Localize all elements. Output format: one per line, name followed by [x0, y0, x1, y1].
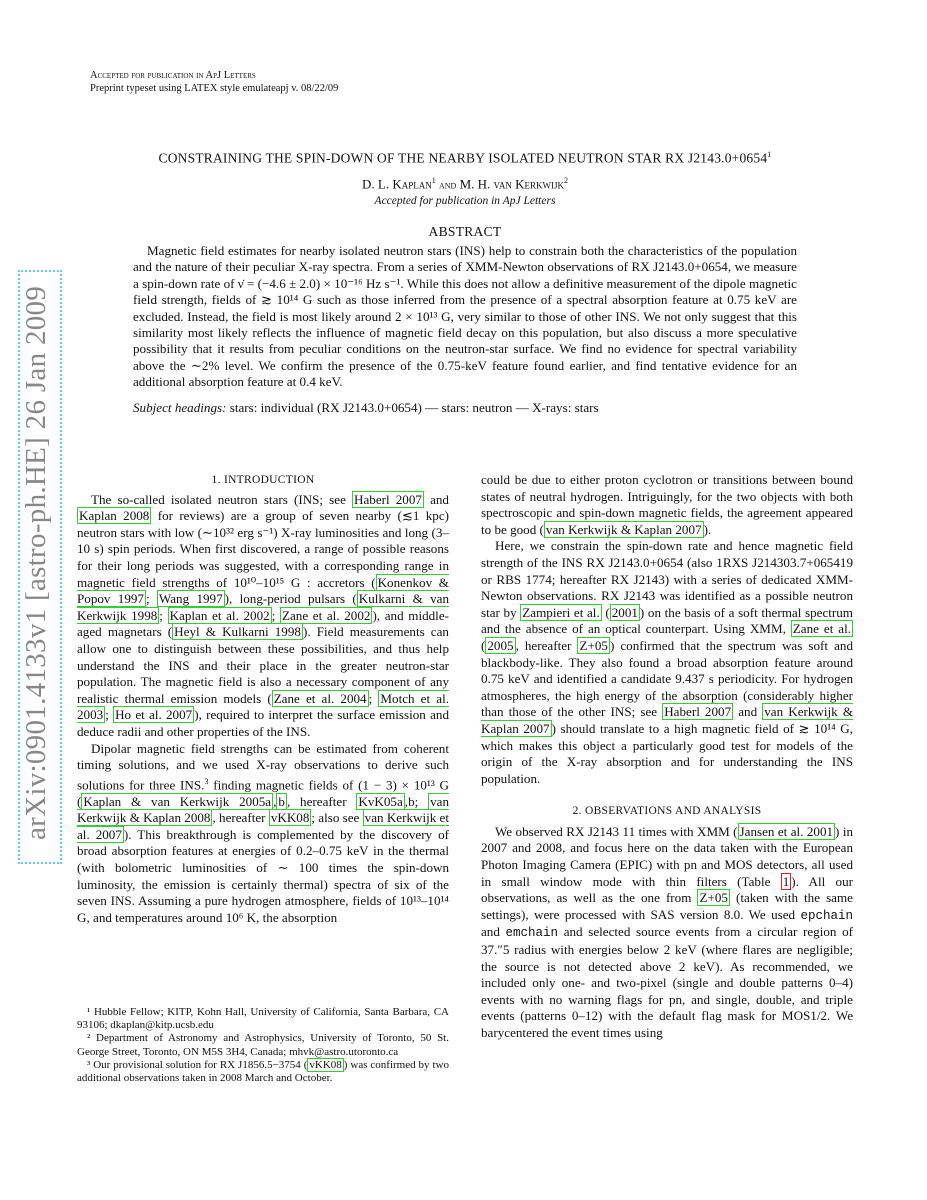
citation-link[interactable]: Zampieri et al. [522, 604, 600, 620]
citation-link[interactable]: Kaplan 2008 [79, 508, 150, 524]
citation-link[interactable]: Konenkov & Popov 1997 [77, 574, 449, 607]
author-line: D. L. Kaplan$^1$ and M. H. van Kerkwijk$^2$ [362, 175, 568, 191]
footnotes [77, 1006, 449, 1085]
journal-status: Accepted for publication in ApJ Letters [90, 70, 256, 81]
citation-link[interactable]: vKK08 [309, 1058, 342, 1071]
footnote-mark[interactable]: 3 [204, 776, 209, 786]
author-kaplan: D. L. Kaplan [362, 175, 432, 191]
table-reference-link[interactable]: 1 [782, 873, 790, 889]
section-heading-observations: 2. OBSERVATIONS AND ANALYSIS [572, 805, 762, 818]
citation-link[interactable]: Z+05 [699, 890, 728, 906]
author-van-kerkwijk: M. H. van Kerkwijk [459, 175, 564, 191]
software-name: epchain [800, 908, 853, 923]
subject-headings: Subject headings: stars: individual (RX J2143.0+0654) — stars: neutron — X-rays: stars [133, 399, 599, 415]
citation-link[interactable]: Motch et al. 2003 [77, 690, 449, 723]
citation-link[interactable]: Zane et al. 2004 [273, 690, 367, 706]
citation-link[interactable]: Zane et al. [792, 621, 851, 637]
citation-link[interactable]: van Kerkwijk & Kaplan 2007 [481, 704, 854, 736]
software-name: emchain [505, 926, 559, 941]
intro-paragraph-1: The so-called isolated neutron stars (INS; see Haberl 2007 and Kaplan 2008 for reviews) are a group of seven nearby (≲1 kpc) neutron stars with low (∼10³² erg s⁻¹) X-ray luminosities and long (3–10 s) spin periods. When first discovered, a range of possible reasons for their long periods was suggested, with a corresponding range in magnetic field strengths of 10¹⁰–10¹⁵ G : accretors ( Konenkov & Popov 1997 ; Wang 1997 ), long-period pulsars ( Kulkarni & van Kerkwijk 1998 ; Kaplan et al. 2002 ; Zane et al. 2002 ), and middle-aged magnetars ( Heyl & Kulkarni 1998 ). Field measurements can allow one to distinguish between these possibilities, and thus help understand the INS and their place in the greater neutron-star population. The magnetic field is also a necessary component of any realistic thermal emission models ( Zane et al. 2004 ; Motch et al. 2003 ; Ho et al. 2007 ), required to interpret the surface emission and deduce radii and other properties of the INS. [77, 491, 449, 739]
citation-link[interactable]: van Kerkwijk & Kaplan 2007 [545, 521, 702, 537]
footnote-2: ² Department of Astronomy and Astrophysics, University of Toronto, 50 St. George Street, Toronto, ON M5S 3H4, Canada; mhvk@astro.utoronto.ca [77, 1032, 449, 1058]
right-paragraph-continued: could be due to either proton cyclotron or transitions between bound states of neutral hydrogen. Intriguingly, for the two objects with both spectroscopic and spin-down magnetic fields, the agreement appeared to be good ( van Kerkwijk & Kaplan 2007 ). [481, 472, 853, 537]
paper-title: CONSTRAINING THE SPIN-DOWN OF THE NEARBY ISOLATED NEUTRON STAR RX $J2143.0+0654^1$ [158, 150, 772, 166]
preprint-note: Preprint typeset using LATEX style emulateapj v. 08/22/09 [90, 83, 339, 94]
citation-link[interactable]: Haberl 2007 [664, 704, 732, 720]
citation-link[interactable]: Kaplan et al. 2002 [169, 607, 270, 623]
citation-link[interactable]: Haberl 2007 [354, 491, 422, 507]
citation-link[interactable]: Kulkarni & van Kerkwijk 1998 [77, 591, 449, 623]
observations-paragraph: We observed RX J2143 11 times with XMM ( Jansen et al. 2001 ) in 2007 and 2008, and focus here on the data taken with the European Photon Imaging Camera (EPIC) with pn and MOS detectors, all used in small window mode with thin filters (Table 1 ). All our observations, as well as the one from Z+05 (taken with the same settings), were processed with SAS version 8.0. We used epchain and emchain and selected source events from a circular region of 37.″5 radius with energies below 2 keV (where flares are negligible; the source is not detected above 2 keV). As recommended, we included only one- and two-pixel (single and double patterns 0–4) events with no warning flags for pn, and single, double, and triple events (patterns 0–12) with the default flag mask for MOS1/2. We barycentered the event times using [481, 823, 854, 1040]
citation-link[interactable]: Jansen et al. 2001 [739, 823, 834, 839]
citation-link[interactable]: Z+05 [579, 637, 608, 653]
citation-link[interactable]: Ho et al. 2007 [115, 707, 193, 723]
citation-link[interactable]: 2005 [487, 637, 514, 653]
right-column [481, 472, 853, 1042]
citation-link[interactable]: vKK08 [270, 810, 310, 826]
title-footnote-mark: 1 [767, 150, 772, 159]
left-column [77, 472, 449, 926]
abstract-heading: ABSTRACT [428, 224, 502, 239]
citation-link[interactable]: Wang 1997 [158, 591, 223, 607]
accepted-note: Accepted for publication in ApJ Letters [374, 194, 556, 207]
citation-link[interactable]: b [278, 793, 285, 809]
citation-link[interactable]: 2001 [611, 604, 638, 620]
section-heading-introduction: 1. INTRODUCTION [211, 474, 315, 486]
arxiv-stamp-text[interactable]: arXiv:0901.4133v1 [astro-ph.HE] 26 Jan 2009 [20, 285, 52, 840]
footnote-1: ¹ Hubble Fellow; KITP, Kohn Hall, University of California, Santa Barbara, CA 93106; dkaplan@kitp.ucsb.edu [77, 1006, 449, 1032]
footnote-3: ³ Our provisional solution for RX J1856.5−3754 ( vKK08 ) was confirmed by two additional observations taken in 2008 March and October. [77, 1058, 449, 1085]
citation-link[interactable]: Zane et al. 2002 [281, 607, 371, 623]
citation-link[interactable]: van Kerkwijk & Kaplan 2008 [77, 793, 450, 826]
citation-link[interactable]: van Kerkwijk et al. 2007 [77, 810, 450, 842]
citation-link[interactable]: Heyl & Kulkarni 1998 [174, 624, 301, 640]
abstract-text: Magnetic field estimates for nearby isolated neutron stars (INS) help to constrain both the characteristics of the population and the nature of their peculiar X-ray spectra. From a series of XMM-Newton observations of RX J2143.0+0654, we measure a spin-down rate of ν̇ = (−4.6 ± 2.0) × 10⁻¹⁶ Hz s⁻¹. While this does not allow a definitive measurement of the dipole magnetic field strength, fields of ≳ 10¹⁴ G such as those inferred from the presence of a spectral absorption feature at 0.75 keV are excluded. Instead, the field is most likely around 2 × 10¹³ G, very similar to those of other INS. We not only suggest that this similarity most likely reflects the influence of magnetic field decay on this population, but also discuss a more speculative possibility that it results from peculiar conditions on the neutron-star surface. We find no evidence for spectral variability above the ∼2% level. We confirm the presence of the 0.75-keV feature found earlier, and find tentative evidence for an additional absorption feature at 0.4 keV. [133, 243, 797, 390]
intro-paragraph-3: Here, we constrain the spin-down rate and hence magnetic field strength of the INS RX J2143.0+0654 (also 1RXS J214303.7+065419 or RBS 1774; hereafter RX J2143) with a series of dedicated XMM-Newton observations. RX J2143 was identified as a possible neutron star by Zampieri et al. ( 2001 ) on the basis of a soft thermal spectrum and the absence of an optical counterpart. Using XMM, Zane et al. ( 2005 , hereafter Z+05 ) confirmed that the spectrum was soft and blackbody-like. They also found a broad absorption feature around 0.75 keV and identified a candidate 9.437 s periodicity. For hydrogen atmospheres, the high energy of the absorption (considerably higher than those of the other INS; see Haberl 2007 and van Kerkwijk & Kaplan 2007 ) should translate to a high magnetic field of ≳ 10¹⁴ G, which makes this object a particularly good test for models of the origin of the X-ray absorption and for understanding the INS population. [481, 538, 854, 786]
intro-paragraph-2: Dipolar magnetic field strengths can be estimated from coherent timing solutions, and we used X-ray observations to derive such solutions for three INS.$^3$ finding magnetic fields of (1 − 3) × 10¹³ G ( Kaplan & van Kerkwijk 2005a , b , hereafter KvK05a ,b; van Kerkwijk & Kaplan 2008 , hereafter vKK08 ; also see van Kerkwijk et al. 2007 ). This breakthrough is complemented by the discovery of broad absorption features at energies of 0.2–0.75 keV in the thermal (with bolometric luminosities of ∼ 100 times the spin-down luminosity, the emission is certainly thermal) spectra of six of the seven INS. Assuming a pure hydrogen atmosphere, fields of 10¹³–10¹⁴ G, and temperatures around 10⁶ K, the absorption [77, 740, 450, 925]
citation-link[interactable]: Kaplan & van Kerkwijk 2005a [83, 793, 272, 809]
citation-link[interactable]: KvK05a [358, 793, 403, 809]
